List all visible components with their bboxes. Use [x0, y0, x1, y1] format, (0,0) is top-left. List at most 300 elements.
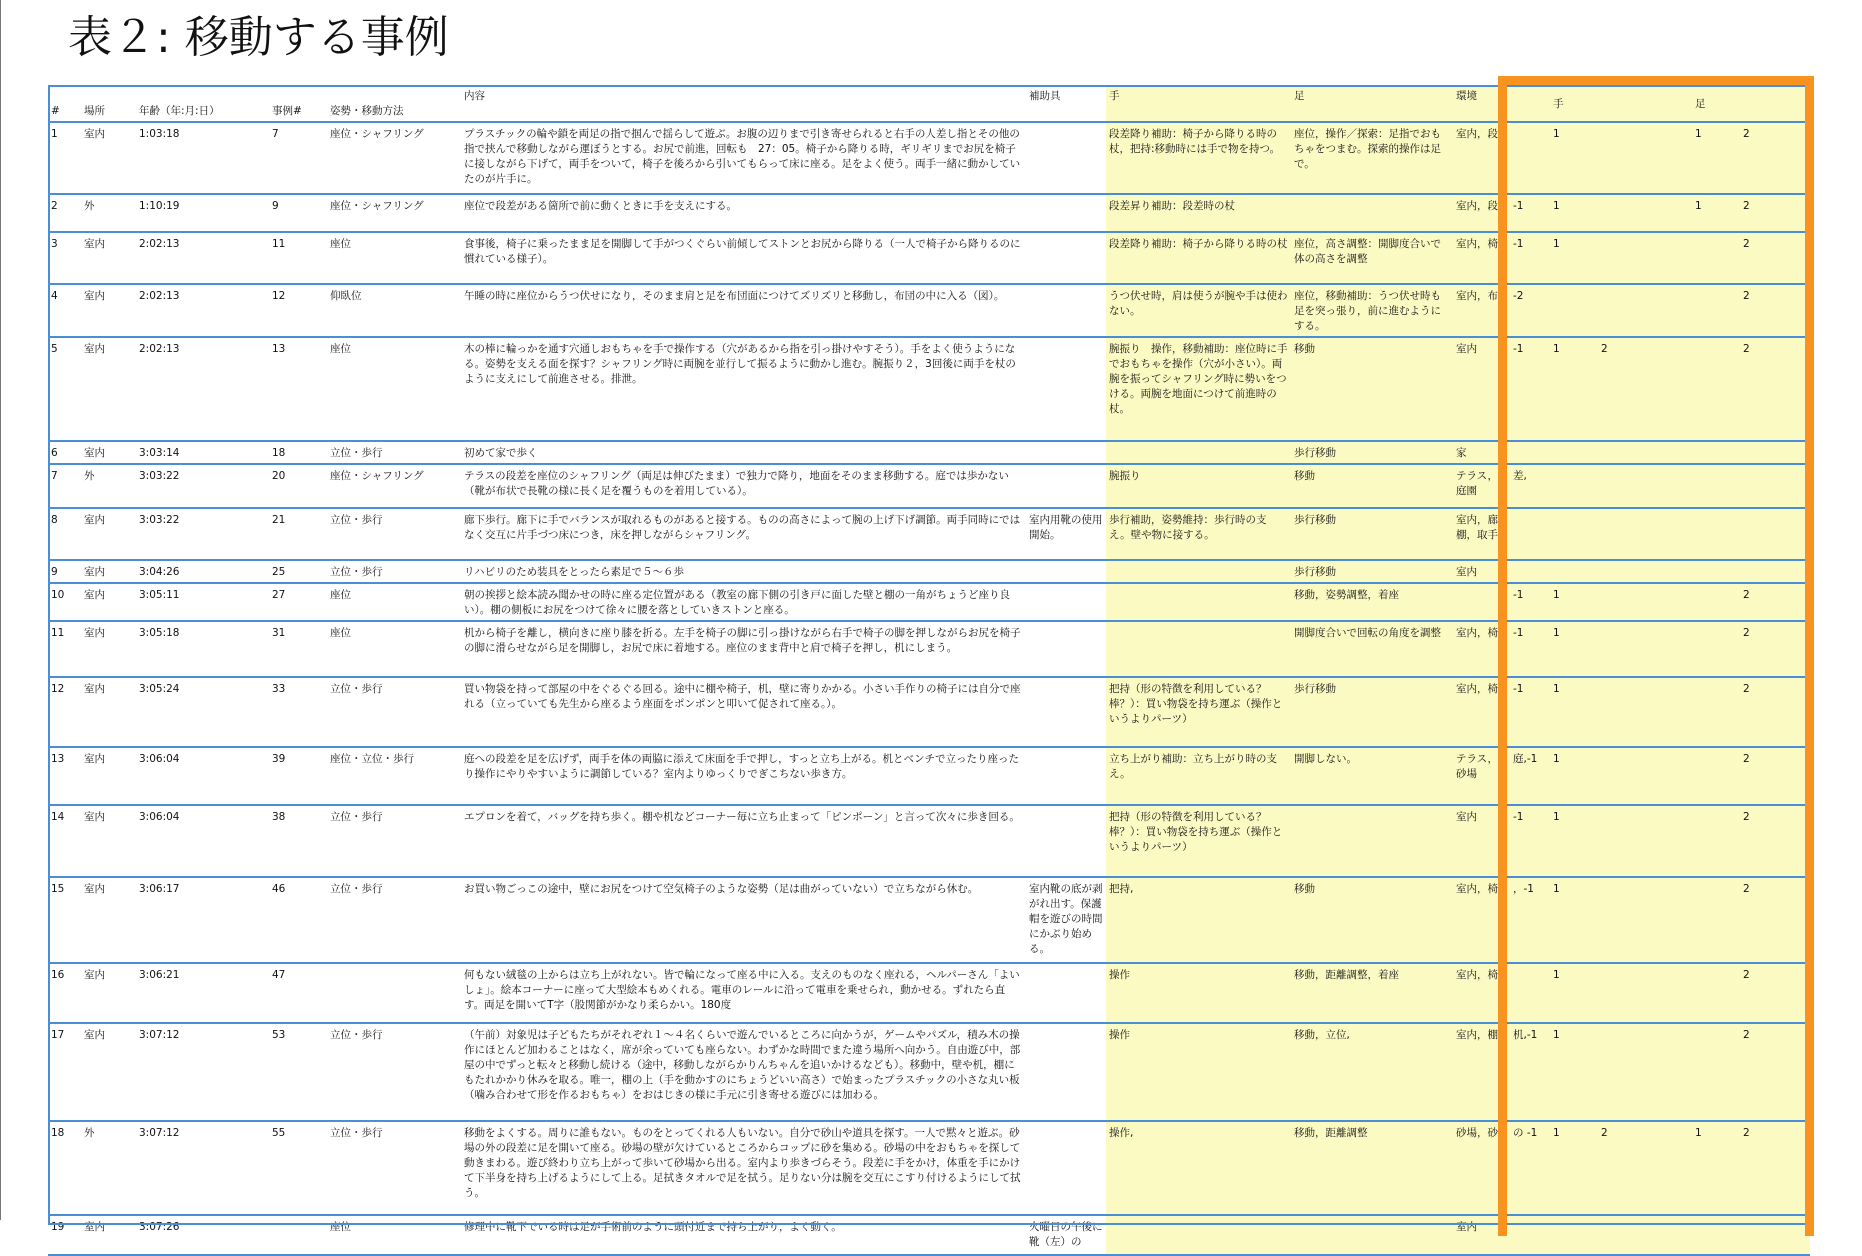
row-hand: 操作, [1106, 1121, 1291, 1215]
row-content: 机から椅子を離し，横向きに座り膝を折る。左手を椅子の脚に引っ掛けながら右手で椅子の脚を押しながらお尻を椅子の脚に滑らせながら足を開脚し，お尻で床に着地する。座位のまま背中と肩で椅子を押し，机にしまう。 [461, 621, 1026, 677]
row-score-2 [1550, 284, 1598, 337]
row-score-2 [1550, 441, 1598, 464]
row-case: 31 [269, 621, 327, 677]
row-case: 53 [269, 1023, 327, 1121]
row-score-2: 1 [1550, 963, 1598, 1023]
row-score-3: 2 [1598, 337, 1692, 441]
row-case [269, 1215, 327, 1255]
row-index: 18 [48, 1121, 81, 1215]
table-row [48, 560, 1810, 583]
row-score-1: -1 [1510, 677, 1550, 747]
row-aid [1026, 232, 1106, 284]
row-score-2: 1 [1550, 677, 1598, 747]
row-index: 1 [48, 122, 81, 194]
row-foot: 歩行移動 [1291, 560, 1453, 583]
row-score-4 [1692, 747, 1740, 805]
row-aid [1026, 677, 1106, 747]
row-score-2: 1 [1550, 805, 1598, 877]
row-age: 2:02:13 [136, 337, 269, 441]
row-posture: 立位・歩行 [327, 441, 461, 464]
row-content: 何もない絨毯の上からは立ち上がれない。皆で輪になって座る中に入る。支えのものなく座れる，ヘルパーさん「よいしょ」。絵本コーナーに座って大型絵本もめくれる。電車のレールに沿って電車を乗せられ，動かせる。ずれたら直す。両足を開いてT字（股関節がかなり柔らかい。180度 [461, 963, 1026, 1023]
table-header-row [48, 85, 1810, 122]
row-hand [1106, 583, 1291, 621]
row-score-5: 2 [1740, 1121, 1810, 1215]
row-score-2: 1 [1550, 1023, 1598, 1121]
row-place: 室内 [81, 441, 136, 464]
row-age: 3:06:04 [136, 805, 269, 877]
row-index: 4 [48, 284, 81, 337]
row-score-1: -1 [1510, 621, 1550, 677]
row-content: （午前）対象児は子どもたちがそれぞれ１～４名くらいで遊んでいるところに向かうが，ゲームやパズル，積み木の操作にほとんど加わることはなく，席が余っていても座らない。わずかな時間でまた違う場所へ向かう。自由遊び中，部屋の中でずっと転々と移動し続ける（途中，移動しながらかりんちゃんを追いかけるなども）。移動中，壁や机，棚にもたれかかり休みを取る。唯一，棚の上（手を動かすのにちょうどいい高さ）で始まったプラスチックの小さな丸い板（噛み合わせて形を作るおもちゃ）をおはじきの様に手元に引き寄せる遊びには加わる。 [461, 1023, 1026, 1121]
row-env: 砂場，砂 [1453, 1121, 1510, 1215]
row-age: 1:03:18 [136, 122, 269, 194]
row-content: 買い物袋を持って部屋の中をぐるぐる回る。途中に棚や椅子，机，壁に寄りかかる。小さい手作りの椅子には自分で座れる（立っていても先生から座るよう座面をポンポンと叩いて促されて座る。）。 [461, 677, 1026, 747]
row-aid [1026, 194, 1106, 232]
row-aid [1026, 464, 1106, 508]
table-row [48, 963, 1810, 1023]
row-score-1 [1510, 441, 1550, 464]
row-posture: 立位・歩行 [327, 805, 461, 877]
row-case: 9 [269, 194, 327, 232]
row-score-5: 2 [1740, 877, 1810, 963]
row-score-1 [1510, 963, 1550, 1023]
row-content: 朝の挨拶と絵本読み聞かせの時に座る定位置がある（教室の廊下側の引き戸に面した壁と棚の一角がちょうど座り良い）。棚の側板にお尻をつけて徐々に腰を落としていきストンと座る。 [461, 583, 1026, 621]
row-score-2 [1550, 464, 1598, 508]
row-aid: 室内用靴の使用開始。 [1026, 508, 1106, 560]
row-score-3 [1598, 508, 1692, 560]
row-content: プラスチックの輪や鎖を両足の指で掴んで揺らして遊ぶ。お腹の辺りまで引き寄せられると右手の人差し指とその他の指で挟んで移動しながら運ぼうとする。お尻で前進，回転も 27：05。椅子から降りる時，ギリギリまでお尻を椅子に接しながら下げて，両手をついて，椅子を後ろから引いてもらって床に座る。足をよく使う。両手一緒に動かしていたのが片手に。 [461, 122, 1026, 194]
row-score-3 [1598, 1023, 1692, 1121]
row-content: エプロンを着て，バッグを持ち歩く。棚や机などコーナー毎に立ち止まって「ピンポーン」と言って次々に歩き回る。 [461, 805, 1026, 877]
row-env: テラス，砂場 [1453, 747, 1510, 805]
row-score-5: 2 [1740, 284, 1810, 337]
row-case: 38 [269, 805, 327, 877]
row-content: 修理中に靴下でいる時は足が手術前のように頭付近まで持ち上がり，よく動く。 [461, 1215, 1026, 1255]
row-posture: 座位・シャフリング [327, 194, 461, 232]
row-posture: 仰臥位 [327, 284, 461, 337]
row-hand: 把持（形の特徴を利用している？棒？）：買い物袋を持ち運ぶ（操作というよりパーツ） [1106, 805, 1291, 877]
header-hand-score: 手 [1550, 85, 1598, 122]
row-hand: 段差降り補助：椅子から降りる時の杖 [1106, 232, 1291, 284]
row-place: 室内 [81, 337, 136, 441]
row-aid [1026, 560, 1106, 583]
row-hand [1106, 621, 1291, 677]
table-row [48, 677, 1810, 747]
row-score-3: 2 [1598, 1121, 1692, 1215]
row-case: 11 [269, 232, 327, 284]
row-score-4: 1 [1692, 1121, 1740, 1215]
table-row [48, 1023, 1810, 1121]
row-case: 12 [269, 284, 327, 337]
row-index: 5 [48, 337, 81, 441]
row-aid [1026, 441, 1106, 464]
row-hand: 段差降り補助：椅子から降りる時の杖，把持:移動時には手で物を持つ。 [1106, 122, 1291, 194]
row-content: 移動をよくする。周りに誰もない。ものをとってくれる人もいない。自分で砂山や道具を探す。一人で黙々と遊ぶ。砂場の外の段差に足を開いて座る。砂場の壁が欠けているところからコップに砂を集める。砂場の中をおもちゃを探して動きまわる。遊び終わり立ち上がって歩いて砂場から出る。室内より歩きづらそう。段差に手をかけ，体重を手にかけて下半身を持ち上げるようにして上る。足拭きタオルで足を拭う。足りない分は腕を交互にこすり付けるようにして拭う。 [461, 1121, 1026, 1215]
row-env: 室内，椅 [1453, 621, 1510, 677]
header-foot-score: 足 [1692, 85, 1740, 122]
row-place: 外 [81, 464, 136, 508]
row-score-4: 1 [1692, 122, 1740, 194]
row-index: 3 [48, 232, 81, 284]
row-posture: 立位・歩行 [327, 1023, 461, 1121]
row-score-4 [1692, 560, 1740, 583]
row-age: 2:02:13 [136, 232, 269, 284]
row-hand [1106, 560, 1291, 583]
row-posture: 座位 [327, 1215, 461, 1255]
row-posture [327, 963, 461, 1023]
row-score-1: -1 [1510, 805, 1550, 877]
row-score-2: 1 [1550, 1121, 1598, 1215]
row-case: 18 [269, 441, 327, 464]
row-score-4 [1692, 805, 1740, 877]
row-score-2 [1550, 508, 1598, 560]
row-place: 室内 [81, 677, 136, 747]
row-index: 16 [48, 963, 81, 1023]
row-score-5: 2 [1740, 747, 1810, 805]
row-place: 室内 [81, 747, 136, 805]
row-score-5 [1740, 1215, 1810, 1255]
row-age: 3:07:12 [136, 1023, 269, 1121]
row-score-1: ，-1 [1510, 877, 1550, 963]
row-score-3 [1598, 1215, 1692, 1255]
row-aid [1026, 805, 1106, 877]
row-score-5: 2 [1740, 621, 1810, 677]
row-age: 3:03:22 [136, 464, 269, 508]
table-row [48, 232, 1810, 284]
row-posture: 立位・歩行 [327, 508, 461, 560]
table-row [48, 441, 1810, 464]
row-content: 初めて家で歩く [461, 441, 1026, 464]
row-score-2: 1 [1550, 232, 1598, 284]
row-foot [1291, 194, 1453, 232]
row-posture: 座位・立位・歩行 [327, 747, 461, 805]
table-row [48, 1121, 1810, 1215]
row-place: 外 [81, 1121, 136, 1215]
row-foot: 歩行移動 [1291, 441, 1453, 464]
row-index: 9 [48, 560, 81, 583]
row-age: 3:06:17 [136, 877, 269, 963]
row-case: 46 [269, 877, 327, 963]
row-age: 3:03:22 [136, 508, 269, 560]
row-index: 13 [48, 747, 81, 805]
row-score-2: 1 [1550, 583, 1598, 621]
row-case: 47 [269, 963, 327, 1023]
row-aid [1026, 337, 1106, 441]
row-score-5 [1740, 464, 1810, 508]
row-score-3 [1598, 747, 1692, 805]
row-score-3 [1598, 284, 1692, 337]
row-hand: 腕振り [1106, 464, 1291, 508]
row-hand: 立ち上がり補助：立ち上がり時の支え。 [1106, 747, 1291, 805]
table-row [48, 194, 1810, 232]
table-row [48, 122, 1810, 194]
row-score-2: 1 [1550, 122, 1598, 194]
row-posture: 座位 [327, 232, 461, 284]
row-hand: 腕振り 操作，移動補助：座位時に手でおもちゃを操作（穴が小さい）。両腕を振ってシャフリング時に勢いをつける。両腕を地面につけて前進時の杖。 [1106, 337, 1291, 441]
row-posture: 立位・歩行 [327, 560, 461, 583]
row-place: 室内 [81, 1023, 136, 1121]
row-score-3 [1598, 677, 1692, 747]
header-spacer-2 [1598, 85, 1692, 122]
table-row [48, 747, 1810, 805]
row-score-5: 2 [1740, 122, 1810, 194]
row-place: 室内 [81, 583, 136, 621]
row-foot: 移動 [1291, 877, 1453, 963]
row-score-4 [1692, 677, 1740, 747]
row-case: 21 [269, 508, 327, 560]
row-foot: 移動，姿勢調整，着座 [1291, 583, 1453, 621]
row-env: 室内 [1453, 1215, 1510, 1255]
row-age: 3:03:14 [136, 441, 269, 464]
row-hand: 把持, [1106, 877, 1291, 963]
row-score-2: 1 [1550, 747, 1598, 805]
header-aid: 補助具 [1026, 85, 1106, 122]
header-place: 場所 [81, 85, 136, 122]
row-case: 25 [269, 560, 327, 583]
row-age: 3:06:04 [136, 747, 269, 805]
row-score-4 [1692, 441, 1740, 464]
row-content: 廊下歩行。廊下に手でバランスが取れるものがあると接する。ものの高さによって腕の上げ下げ調節。両手同時にではなく交互に片手づつ床につき，床を押しながらシャフリング。 [461, 508, 1026, 560]
row-score-5 [1740, 441, 1810, 464]
table-row [48, 621, 1810, 677]
row-env: 室内 [1453, 337, 1510, 441]
row-age: 3:04:26 [136, 560, 269, 583]
row-place: 室内 [81, 284, 136, 337]
header-spacer [1510, 85, 1550, 122]
row-env: 室内，段 [1453, 122, 1510, 194]
row-posture: 座位 [327, 583, 461, 621]
row-age: 3:05:24 [136, 677, 269, 747]
row-posture: 座位・シャフリング [327, 464, 461, 508]
row-age: 3:07:12 [136, 1121, 269, 1215]
row-aid [1026, 1121, 1106, 1215]
row-aid [1026, 621, 1106, 677]
row-score-1: -1 [1510, 232, 1550, 284]
row-place: 室内 [81, 621, 136, 677]
header-posture: 姿勢・移動方法 [327, 85, 461, 122]
row-score-1: 差, [1510, 464, 1550, 508]
row-score-2 [1550, 560, 1598, 583]
row-aid [1026, 284, 1106, 337]
row-score-4 [1692, 1215, 1740, 1255]
row-content: 座位で段差がある箇所で前に動くときに手を支えにする。 [461, 194, 1026, 232]
header-spacer-3 [1740, 85, 1810, 122]
row-score-4 [1692, 963, 1740, 1023]
row-score-3 [1598, 194, 1692, 232]
row-index: 8 [48, 508, 81, 560]
row-hand [1106, 1215, 1291, 1255]
row-posture: 座位・シャフリング [327, 122, 461, 194]
row-index: 11 [48, 621, 81, 677]
row-index: 10 [48, 583, 81, 621]
header-case: 事例# [269, 85, 327, 122]
row-foot: 座位，移動補助：うつ伏せ時も足を突っ張り，前に進むようにする。 [1291, 284, 1453, 337]
row-age: 3:05:18 [136, 621, 269, 677]
row-score-2: 1 [1550, 194, 1598, 232]
case-table [48, 85, 1810, 1256]
row-case: 55 [269, 1121, 327, 1215]
row-hand: うつ伏せ時，肩は使うが腕や手は使わない。 [1106, 284, 1291, 337]
row-score-2: 1 [1550, 337, 1598, 441]
header-foot: 足 [1291, 85, 1453, 122]
row-env [1453, 583, 1510, 621]
row-foot: 座位，高さ調整：開脚度合いで体の高さを調整 [1291, 232, 1453, 284]
row-hand [1106, 441, 1291, 464]
row-place: 室内 [81, 877, 136, 963]
row-index: 15 [48, 877, 81, 963]
row-score-4 [1692, 877, 1740, 963]
row-score-1 [1510, 560, 1550, 583]
row-aid [1026, 583, 1106, 621]
header-hand: 手 [1106, 85, 1291, 122]
row-index: 7 [48, 464, 81, 508]
row-aid [1026, 122, 1106, 194]
row-score-5: 2 [1740, 963, 1810, 1023]
row-age: 2:02:13 [136, 284, 269, 337]
row-score-5: 2 [1740, 583, 1810, 621]
row-hand: 操作 [1106, 1023, 1291, 1121]
row-score-5: 2 [1740, 232, 1810, 284]
row-score-5: 2 [1740, 194, 1810, 232]
row-aid: 火曜日の午後に靴（左）の [1026, 1215, 1106, 1255]
row-score-1: 庭,-1 [1510, 747, 1550, 805]
row-score-1: -1 [1510, 194, 1550, 232]
row-foot: 移動，距離調整 [1291, 1121, 1453, 1215]
row-index: 19 [48, 1215, 81, 1255]
row-index: 12 [48, 677, 81, 747]
page-left-border [0, 0, 1, 1220]
row-score-1: 机,-1 [1510, 1023, 1550, 1121]
row-place: 室内 [81, 122, 136, 194]
row-foot: 歩行移動 [1291, 677, 1453, 747]
row-env: 室内，棚 [1453, 1023, 1510, 1121]
row-aid [1026, 747, 1106, 805]
row-env: 室内，椅 [1453, 677, 1510, 747]
row-age: 3:06:21 [136, 963, 269, 1023]
row-hand: 歩行補助，姿勢維持：歩行時の支え。壁や物に接する。 [1106, 508, 1291, 560]
row-age: 3:05:11 [136, 583, 269, 621]
row-index: 6 [48, 441, 81, 464]
row-score-1 [1510, 508, 1550, 560]
row-place: 室内 [81, 560, 136, 583]
row-score-5: 2 [1740, 337, 1810, 441]
row-hand: 段差昇り補助：段差時の杖 [1106, 194, 1291, 232]
table-row [48, 877, 1810, 963]
table-row [48, 508, 1810, 560]
header-age: 年齢（年:月:日） [136, 85, 269, 122]
row-score-3 [1598, 441, 1692, 464]
row-score-3 [1598, 805, 1692, 877]
row-score-1: -2 [1510, 284, 1550, 337]
row-posture: 座位 [327, 621, 461, 677]
row-env: 室内，布 [1453, 284, 1510, 337]
row-case: 20 [269, 464, 327, 508]
row-foot: 移動 [1291, 337, 1453, 441]
row-foot: 移動，距離調整，着座 [1291, 963, 1453, 1023]
row-age: 1:10:19 [136, 194, 269, 232]
row-score-3 [1598, 232, 1692, 284]
row-score-1 [1510, 122, 1550, 194]
row-score-4 [1692, 232, 1740, 284]
row-index: 17 [48, 1023, 81, 1121]
row-score-2: 1 [1550, 877, 1598, 963]
row-place: 外 [81, 194, 136, 232]
table-row [48, 583, 1810, 621]
table-row [48, 464, 1810, 508]
row-aid [1026, 1023, 1106, 1121]
table-row [48, 1215, 1810, 1255]
row-score-3 [1598, 560, 1692, 583]
row-content: 食事後，椅子に乗ったまま足を開脚して手がつくぐらい前傾してストンとお尻から降りる（一人で椅子から降りるのに慣れている様子）。 [461, 232, 1026, 284]
row-score-3 [1598, 122, 1692, 194]
row-index: 14 [48, 805, 81, 877]
row-env: 室内 [1453, 560, 1510, 583]
row-place: 室内 [81, 963, 136, 1023]
row-score-4: 1 [1692, 194, 1740, 232]
row-score-4 [1692, 508, 1740, 560]
row-aid: 室内靴の底が剥がれ出す。保護帽を遊びの時間にかぶり始める。 [1026, 877, 1106, 963]
header-content: 内容 [461, 85, 1026, 122]
row-env: テラス，庭園 [1453, 464, 1510, 508]
row-foot: 開脚度合いで回転の角度を調整 [1291, 621, 1453, 677]
row-content: お買い物ごっこの途中，壁にお尻をつけて空気椅子のような姿勢（足は曲がっていない）で立ちながら休む。 [461, 877, 1026, 963]
row-score-3 [1598, 621, 1692, 677]
row-content: 庭への段差を足を広げず，両手を体の両脇に添えて床面を手で押し，すっと立ち上がる。机とベンチで立ったり座ったり操作にやりやすいように調節している？室内よりゆっくりでぎこちない歩き方。 [461, 747, 1026, 805]
row-score-3 [1598, 464, 1692, 508]
row-score-4 [1692, 337, 1740, 441]
row-score-5 [1740, 508, 1810, 560]
row-case: 7 [269, 122, 327, 194]
row-env: 室内，椅 [1453, 232, 1510, 284]
row-content: 木の棒に輪っかを通す穴通しおもちゃを手で操作する（穴があるから指を引っ掛けやすそう）。手をよく使うようになる。姿勢を支える面を探す？シャフリング時に両腕を並行して振るように動かし進む。腕振り２，3回後に両手を杖のように支えにして前進させる。排泄。 [461, 337, 1026, 441]
row-case: 39 [269, 747, 327, 805]
row-posture: 座位 [327, 337, 461, 441]
row-score-3 [1598, 583, 1692, 621]
table-row [48, 337, 1810, 441]
row-place: 室内 [81, 232, 136, 284]
row-foot: 座位，操作／探索：足指でおもちゃをつまむ。探索的操作は足で。 [1291, 122, 1453, 194]
row-score-5 [1740, 560, 1810, 583]
row-index: 2 [48, 194, 81, 232]
row-score-4 [1692, 284, 1740, 337]
row-env: 室内，段 [1453, 194, 1510, 232]
row-env: 室内，椅 [1453, 963, 1510, 1023]
row-score-1 [1510, 1215, 1550, 1255]
row-aid [1026, 963, 1106, 1023]
row-score-2: 1 [1550, 621, 1598, 677]
row-score-3 [1598, 963, 1692, 1023]
row-posture: 立位・歩行 [327, 677, 461, 747]
row-env: 室内，廊棚，取手 [1453, 508, 1510, 560]
row-content: 午睡の時に座位からうつ伏せになり，そのまま肩と足を布団面につけてズリズリと移動し，布団の中に入る（図）。 [461, 284, 1026, 337]
row-score-5: 2 [1740, 677, 1810, 747]
row-score-2 [1550, 1215, 1598, 1255]
row-env: 室内 [1453, 805, 1510, 877]
row-foot [1291, 805, 1453, 877]
row-score-1: -1 [1510, 337, 1550, 441]
header-index: # [48, 85, 81, 122]
row-foot: 歩行移動 [1291, 508, 1453, 560]
row-place: 室内 [81, 805, 136, 877]
row-score-5: 2 [1740, 1023, 1810, 1121]
row-posture: 立位・歩行 [327, 877, 461, 963]
row-score-1: の -1 [1510, 1121, 1550, 1215]
header-env: 環境 [1453, 85, 1510, 122]
case-table-container [48, 85, 1810, 1248]
row-env: 家 [1453, 441, 1510, 464]
row-foot: 移動，立位, [1291, 1023, 1453, 1121]
row-hand: 操作 [1106, 963, 1291, 1023]
